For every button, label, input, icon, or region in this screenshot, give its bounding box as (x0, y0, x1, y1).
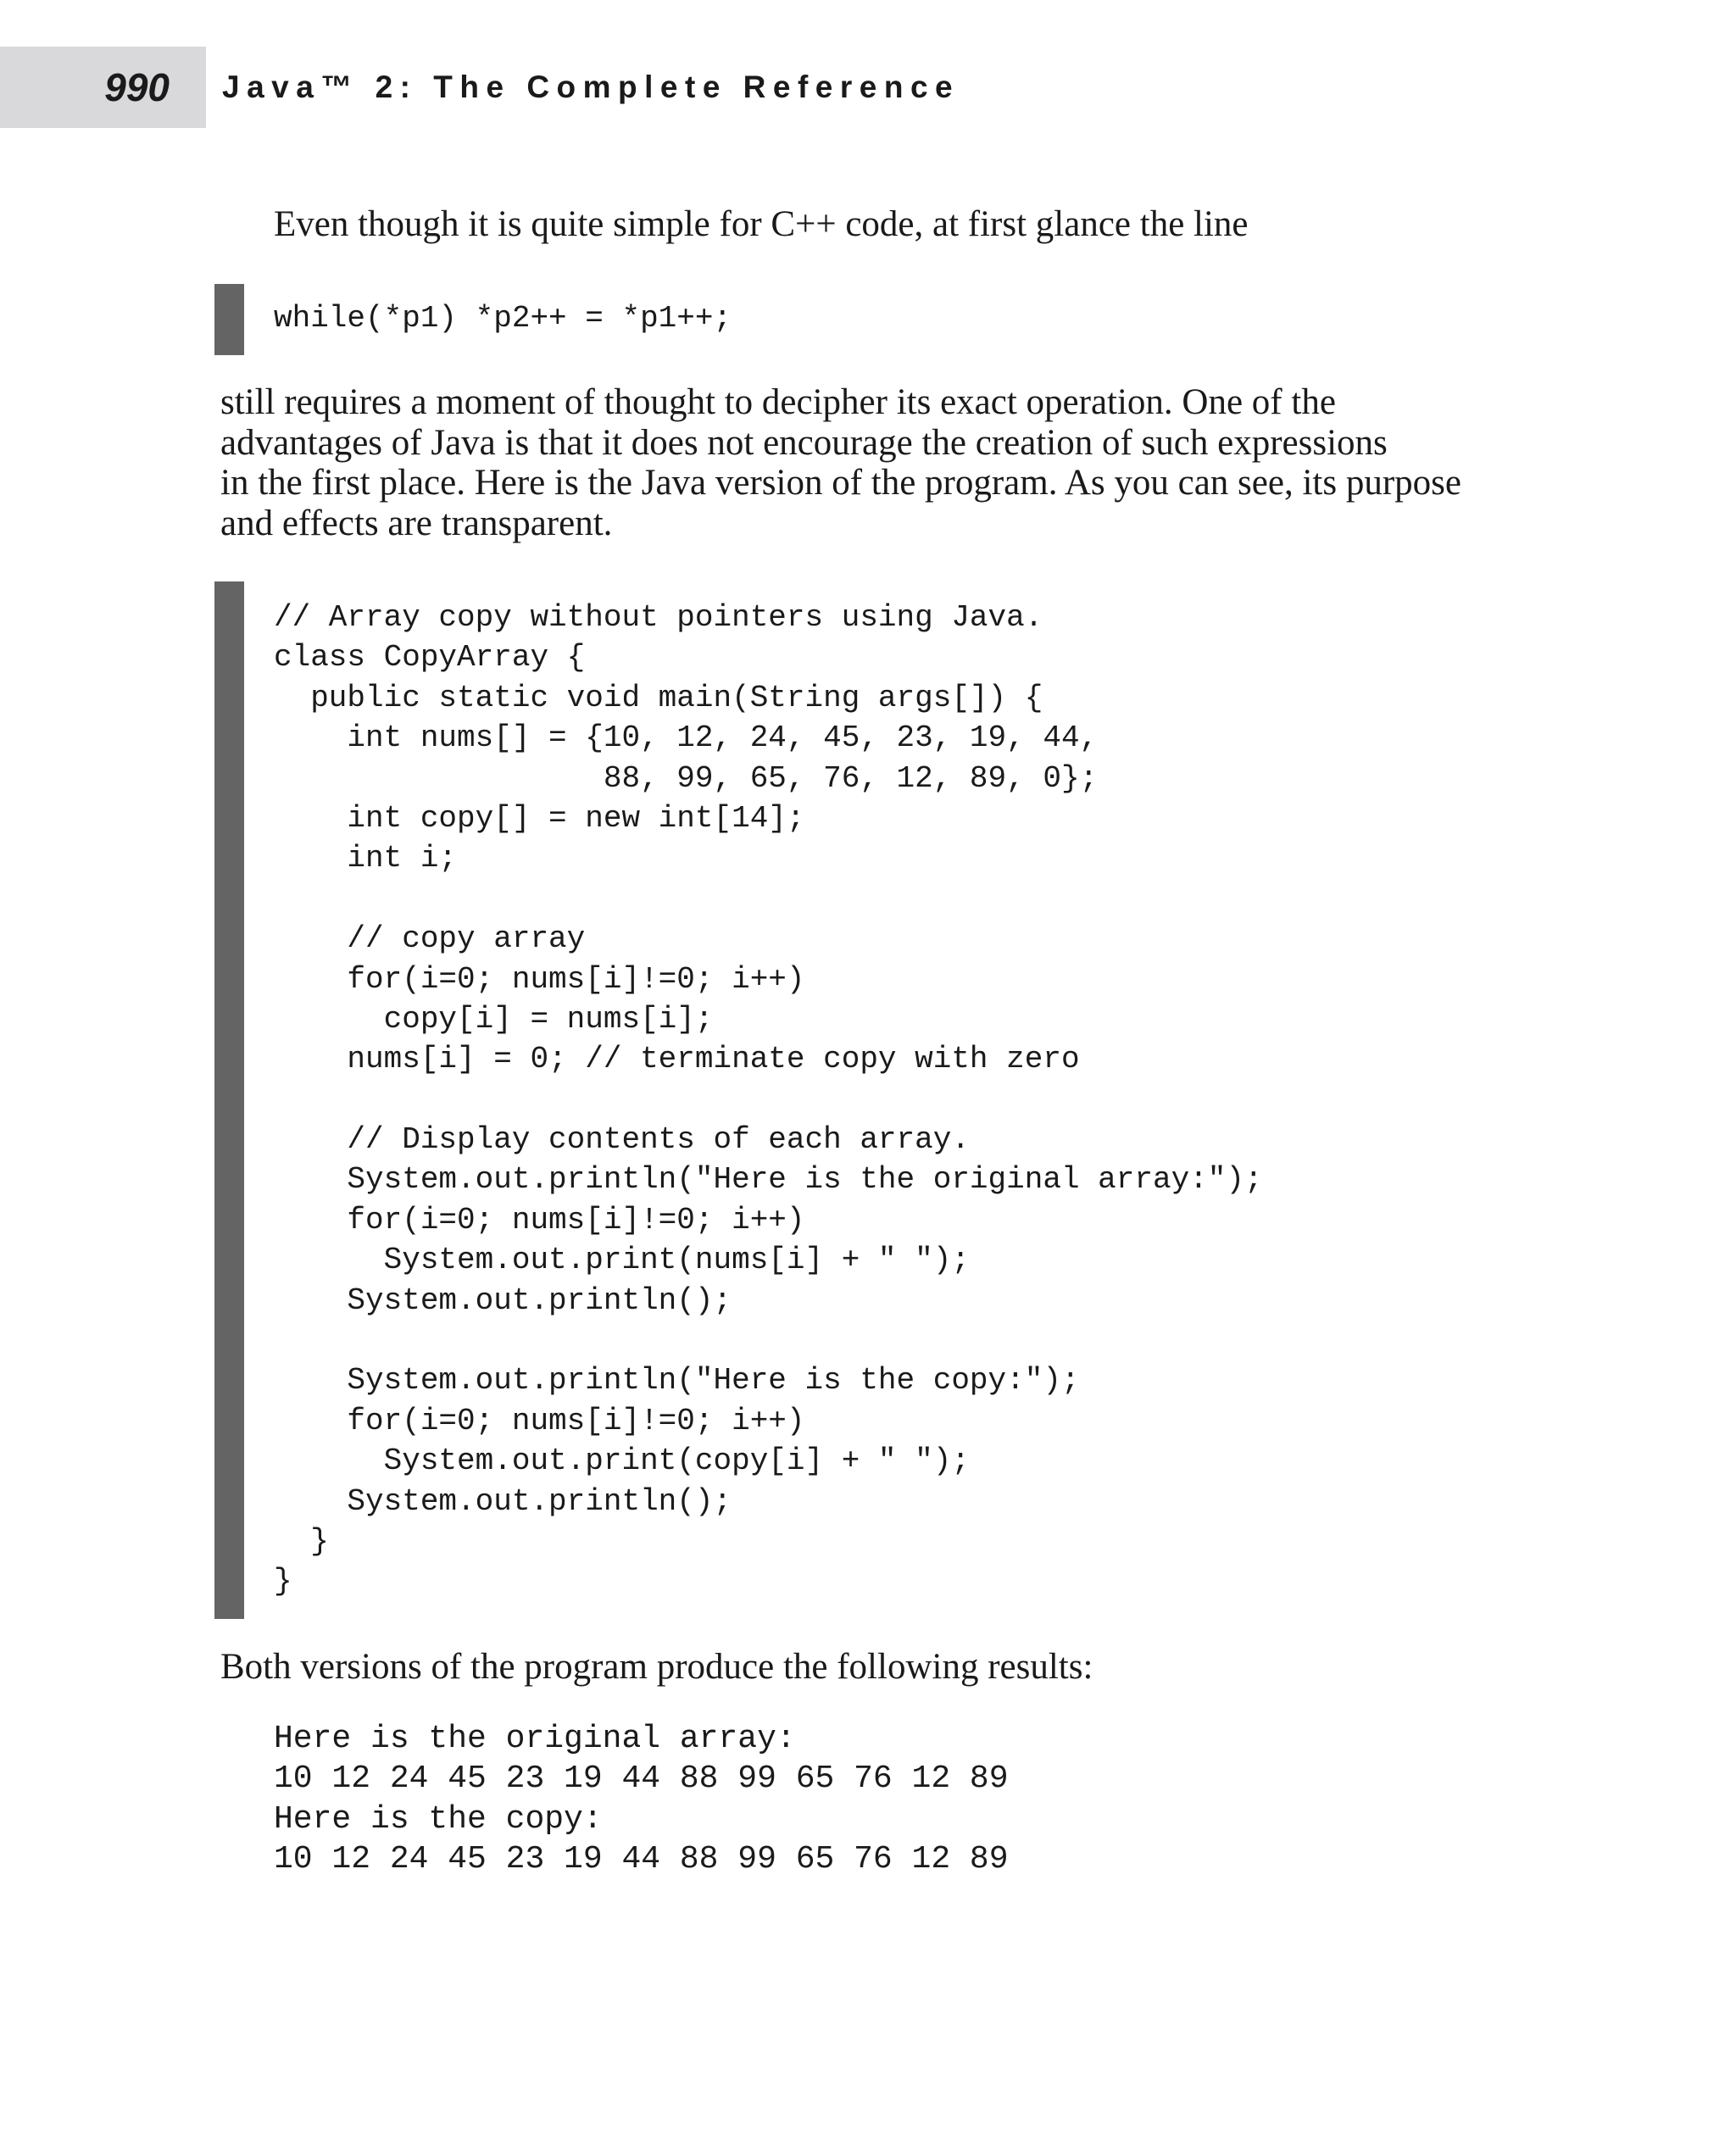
code-line: int copy[] = new int[14]; (274, 800, 805, 836)
paragraph-line: still requires a moment of thought to decipher its exact operation. One of the (220, 382, 1336, 422)
page-number: 990 (104, 65, 170, 109)
code-line: class CopyArray { (274, 640, 586, 676)
code-line: } (274, 1564, 292, 1599)
code-line: int nums[] = {10, 12, 24, 45, 23, 19, 44, (274, 720, 1099, 756)
snippet-code-bar (214, 284, 244, 355)
code-line (274, 1321, 1263, 1360)
code-line: // copy array (274, 921, 586, 957)
output-line: 10 12 24 45 23 19 44 88 99 65 76 12 89 (274, 1840, 1009, 1877)
code-line: for(i=0; nums[i]!=0; i++) (274, 1202, 805, 1238)
running-head: Java™ 2: The Complete Reference (222, 70, 960, 104)
java-listing (274, 598, 1263, 1602)
paragraph-line: in the first place. Here is the Java version of the program. As you can see, its purpose (220, 463, 1461, 503)
explanation-paragraph (220, 382, 1461, 543)
snippet-code-block (274, 298, 732, 338)
code-line (274, 1080, 1263, 1120)
output-line: Here is the copy: (274, 1800, 603, 1838)
code-line: System.out.print(nums[i] + " "); (274, 1243, 970, 1278)
code-line: System.out.println("Here is the copy:"); (274, 1363, 1080, 1399)
results-paragraph (220, 1647, 1093, 1688)
code-line: for(i=0; nums[i]!=0; i++) (274, 961, 805, 997)
code-line: copy[i] = nums[i]; (274, 1001, 714, 1037)
paragraph-line: advantages of Java is that it does not encourage the creation of such expressions (220, 422, 1388, 463)
code-line: System.out.print(copy[i] + " "); (274, 1443, 970, 1479)
code-line: int i; (274, 841, 458, 876)
output-line: 10 12 24 45 23 19 44 88 99 65 76 12 89 (274, 1761, 1009, 1798)
program-output (274, 1719, 1009, 1879)
output-line: Here is the original array: (274, 1721, 796, 1757)
listing-code-bar (214, 581, 244, 1619)
code-line: } (274, 1523, 329, 1559)
paragraph-line: and effects are transparent. (220, 503, 613, 543)
code-line: while(*p1) *p2++ = *p1++; (274, 301, 732, 336)
code-line: System.out.println(); (274, 1282, 732, 1318)
code-line: // Array copy without pointers using Java. (274, 600, 1043, 635)
intro-paragraph (274, 204, 1249, 245)
code-line (274, 879, 1263, 919)
code-line: System.out.println(); (274, 1483, 732, 1519)
code-line: public static void main(String args[]) { (274, 680, 1043, 715)
code-line: nums[i] = 0; // terminate copy with zero (274, 1042, 1080, 1077)
code-line: // Display contents of each array. (274, 1122, 970, 1158)
code-line: 88, 99, 65, 76, 12, 89, 0}; (274, 760, 1099, 796)
intro-paragraph-line: Even though it is quite simple for C++ code, at first glance the line (274, 204, 1249, 244)
code-line: for(i=0; nums[i]!=0; i++) (274, 1403, 805, 1438)
results-paragraph-line: Both versions of the program produce the following results: (220, 1647, 1093, 1687)
code-line: System.out.println("Here is the original array:"); (274, 1162, 1263, 1198)
